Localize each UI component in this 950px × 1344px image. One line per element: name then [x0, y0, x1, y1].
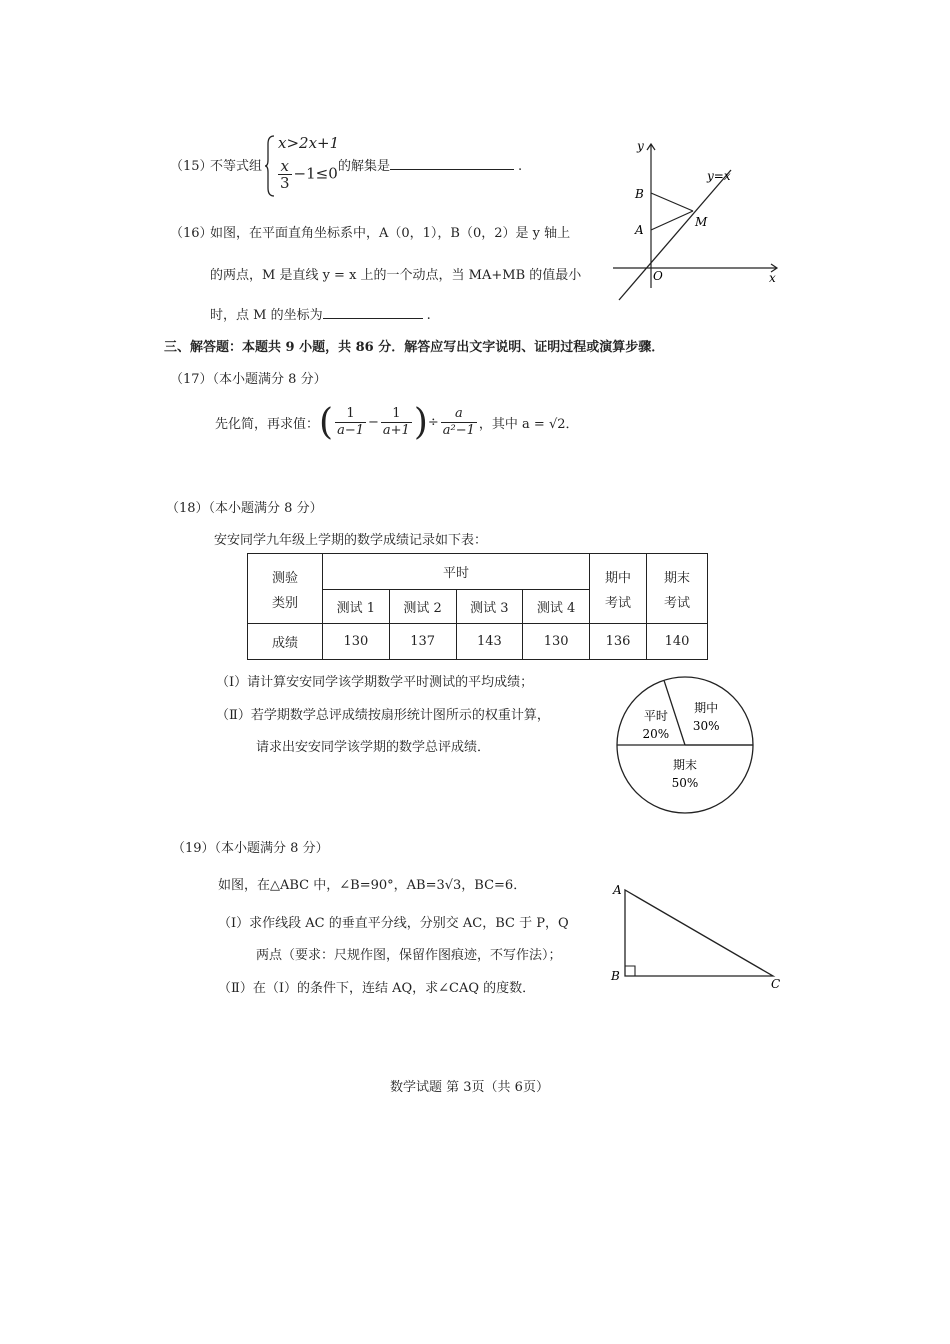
score-label-cell: 成绩	[248, 624, 323, 660]
q15-answer-blank[interactable]	[390, 169, 514, 170]
q16-end: .	[426, 308, 431, 323]
q15-inequality-1: x>2x+1	[278, 134, 340, 152]
q16-answer-blank[interactable]	[323, 318, 423, 319]
q15-prefix: 不等式组	[210, 159, 263, 174]
test-header: 测试 1	[323, 590, 390, 624]
q19-header: （19）（本小题满分 8 分）	[172, 841, 329, 856]
q16-line-3-text: 时，点 M 的坐标为	[210, 308, 323, 323]
row-header-cell	[248, 554, 323, 624]
q15-ineq2-denominator: 3	[280, 174, 290, 192]
right-angle-mark	[625, 966, 635, 976]
q17-expression	[215, 402, 579, 443]
q17-f3-numerator: a	[441, 406, 477, 423]
midterm-header-top: 期中	[604, 570, 631, 586]
q18-intro: 安安同学九年级上学期的数学成绩记录如下表：	[214, 533, 488, 548]
q16-line-3	[210, 304, 431, 323]
q16-line-2: 的两点，M 是直线 y = x 上的一个动点，当 MA+MB 的值最小	[210, 268, 582, 283]
pie-label-1: 期中	[694, 700, 719, 715]
final-header-top: 期末	[663, 570, 690, 586]
q17-f1-denominator: a−1	[337, 423, 364, 438]
q16-coordinate-graph	[605, 138, 790, 308]
line-label: y=x	[707, 169, 731, 183]
point-m-label: M	[695, 215, 708, 229]
origin-label: O	[653, 269, 663, 283]
score-cell: 143	[456, 624, 523, 660]
q15-end: .	[518, 159, 523, 174]
test-header: 测试 3	[456, 590, 523, 624]
q19-line-1: 如图，在△ABC 中，∠B=90°，AB=3√3，BC=6．	[218, 878, 527, 893]
q15-number: （15）	[170, 159, 213, 174]
q15-suffix	[338, 155, 522, 174]
group-header-cell: 平时	[323, 554, 590, 590]
final-header-bottom: 考试	[663, 595, 690, 611]
score-cell: 140	[647, 624, 708, 660]
pie-value-2: 50%	[671, 776, 699, 790]
q18-part-1: （Ⅰ）请计算安安同学该学期数学平时测试的平均成绩；	[216, 675, 534, 690]
point-b-label: B	[635, 187, 644, 201]
q17-header: （17）（本小题满分 8 分）	[170, 372, 327, 387]
y-axis-label: y	[637, 139, 644, 153]
midterm-header-bottom: 考试	[604, 595, 631, 611]
pie-label-2: 期末	[672, 758, 698, 772]
q17-prefix: 先化简，再求值：	[215, 417, 320, 432]
segment-mb	[651, 193, 693, 211]
score-cell: 136	[590, 624, 647, 660]
q17-minus: −	[367, 415, 379, 430]
triangle-abc	[625, 890, 773, 976]
q19-part-1-line-2: 两点（要求：尺规作图，保留作图痕迹，不写作法）；	[256, 948, 562, 963]
q16-number: （16）	[170, 226, 213, 241]
right-paren: )	[413, 402, 428, 443]
row-header-top: 测验	[271, 570, 298, 586]
q17-suffix: ，其中 a = √2．	[478, 417, 579, 432]
weight-pie-chart	[610, 675, 760, 815]
triangle-figure	[605, 880, 790, 990]
point-a-label: A	[635, 223, 644, 237]
test-header: 测试 4	[523, 590, 590, 624]
q15-suffix-text: 的解集是	[338, 159, 391, 174]
vertex-a-label: A	[613, 883, 622, 897]
score-table	[247, 553, 708, 660]
q17-divide: ÷	[427, 415, 439, 430]
q17-f2-numerator: 1	[381, 406, 412, 423]
q18-header: （18）（本小题满分 8 分）	[166, 501, 323, 516]
pie-label-0: 平时	[643, 708, 668, 723]
test-header: 测试 2	[389, 590, 456, 624]
q19-part-2: （Ⅱ）在（Ⅰ）的条件下，连结 AQ，求∠CAQ 的度数．	[218, 981, 536, 996]
vertex-c-label: C	[771, 977, 781, 990]
q18-part-2-line-1: （Ⅱ）若学期数学总评成绩按扇形统计图所示的权重计算，	[216, 708, 550, 723]
score-cell: 130	[323, 624, 390, 660]
pie-value-1: 30%	[692, 718, 720, 733]
vertex-b-label: B	[611, 969, 620, 983]
row-header-bottom: 类别	[271, 595, 298, 611]
q16-line-1: 如图，在平面直角坐标系中，A（0，1），B（0，2）是 y 轴上	[210, 226, 571, 241]
q17-f2-denominator: a+1	[382, 423, 410, 438]
q15-ineq2-numerator: x	[278, 158, 292, 175]
pie-value-0: 20%	[642, 726, 670, 741]
q15-brace	[264, 134, 276, 198]
q17-f1-numerator: 1	[335, 406, 366, 423]
page-footer: 数学试题 第 3页（共 6页）	[390, 1080, 549, 1095]
score-cell: 137	[389, 624, 456, 660]
q18-part-2-line-2: 请求出安安同学该学期的数学总评成绩．	[256, 740, 491, 755]
q19-part-1-line-1: （Ⅰ）求作线段 AC 的垂直平分线，分别交 AC，BC 于 P，Q	[218, 916, 569, 931]
q15-ineq2-rest: −1≤0	[293, 164, 338, 183]
midterm-header-cell	[590, 554, 647, 624]
final-header-cell	[647, 554, 708, 624]
q17-f3-denominator: a²−1	[442, 423, 475, 438]
x-axis-label: x	[769, 271, 776, 285]
score-cell: 130	[523, 624, 590, 660]
q15-inequality-2	[276, 158, 338, 191]
section-3-heading: 三、解答题：本题共 9 小题，共 86 分．解答应写出文字说明、证明过程或演算步骤．	[164, 340, 665, 355]
left-paren: (	[319, 402, 334, 443]
